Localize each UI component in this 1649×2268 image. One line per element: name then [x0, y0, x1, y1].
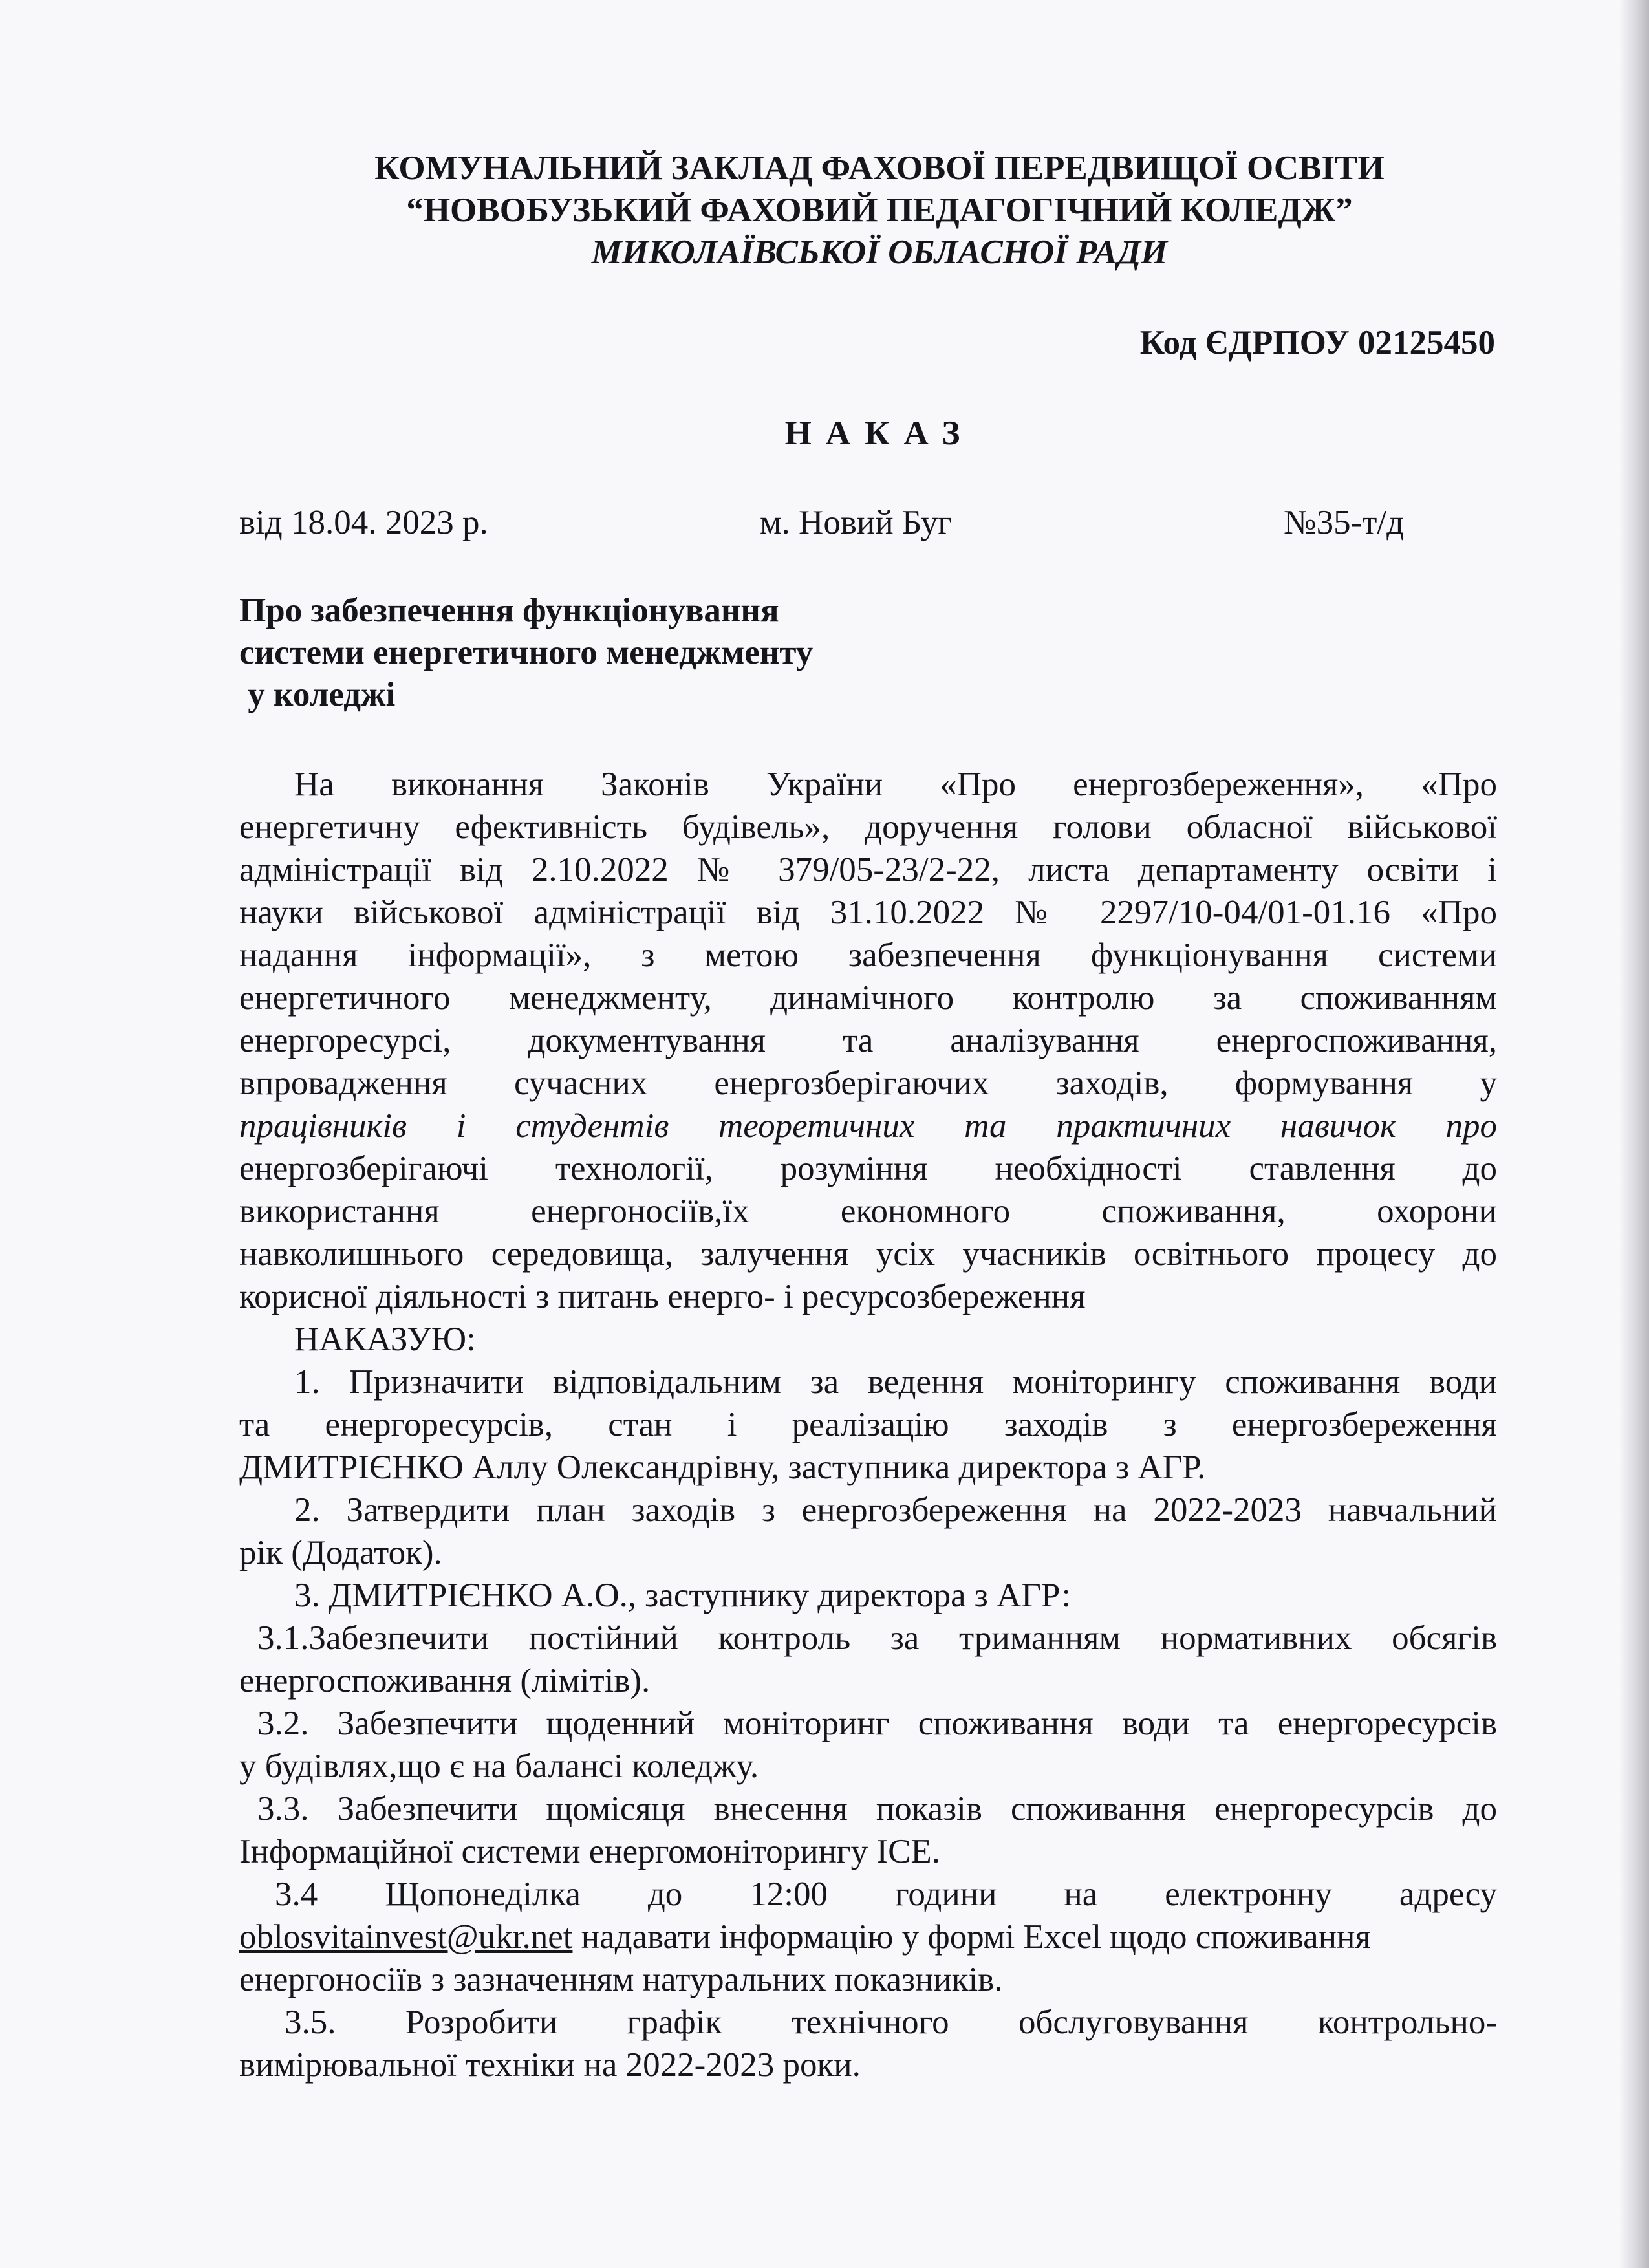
nakazuyu-heading: НАКАЗУЮ: [294, 1321, 476, 1358]
preamble-line: енергозберігаючі технології, розуміння необхідності ставлення до [239, 1150, 1497, 1187]
item-3-4-line [239, 1916, 1497, 1958]
item-2-line: 2. Затвердити план заходів з енергозбереження на 2022-2023 навчальний [294, 1491, 1497, 1529]
item-2-line: рік (Додаток). [239, 1534, 442, 1571]
subject-line: у коледжі [239, 676, 396, 713]
preamble-line: енергетичну ефективність будівель», доручення голови обласної військової [239, 808, 1497, 846]
header-line-3: МИКОЛАЇВСЬКОЇ ОБЛАСНОЇ РАДИ [591, 233, 1168, 271]
item-3-5-line: 3.5. Розробити графік технічного обслуговування контрольно- [285, 2003, 1497, 2041]
item-1-line: та енергоресурсів, стан і реалізацію заходів з енергозбереження [239, 1406, 1497, 1443]
preamble-line: енергетичного менеджменту, динамічного контролю за споживанням [239, 979, 1497, 1017]
preamble-line: впровадження сучасних енергозберігаючих заходів, формування у [239, 1064, 1497, 1102]
preamble-line: надання інформації», з метою забезпечення функціонування системи [239, 936, 1497, 974]
preamble-line: навколишнього середовища, залучення усіх учасників освітнього процесу до [239, 1235, 1497, 1273]
item-3-4-line: енергоносіїв з зазначенням натуральних показників. [239, 1961, 1003, 1998]
edrpou-code: Код ЄДРПОУ 02125450 [1139, 324, 1495, 362]
document-type-title: НАКАЗ [784, 415, 975, 452]
order-subject [239, 590, 813, 716]
item-3-1-line: енергоспоживання (лімітів). [239, 1662, 651, 1700]
item-1-line: ДМИТРІЄНКО Аллу Олександрівну, заступника директора з АГР. [239, 1449, 1206, 1486]
preamble-line: працівників і студентів теоретичних та практичних навичок про [239, 1107, 1497, 1145]
item-3-2-line: у будівлях,що є на балансі коледжу. [239, 1747, 759, 1785]
institution-header [246, 147, 1513, 274]
preamble-line: адміністрації від 2.10.2022 № 379/05-23/2-22, листа департаменту освіти і [239, 851, 1497, 889]
preamble-line: науки військової адміністрації від 31.10.2022 № 2297/10-04/01-01.16 «Про [239, 894, 1497, 931]
item-3-5-line: вимірювальної техніки на 2022-2023 роки. [239, 2046, 861, 2084]
item-3-3-line: Інформаційної системи енергомоніторингу ІСЕ. [239, 1833, 941, 1870]
order-city: м. Новий Буг [760, 504, 953, 541]
preamble-line: використання енергоносіїв,їх економного споживання, охорони [239, 1193, 1497, 1230]
item-3-line: 3. ДМИТРІЄНКО А.О., заступнику директора з АГР: [294, 1577, 1072, 1614]
item-3-4-text: надавати інформацію у формі Excel щодо споживання [572, 1918, 1371, 1956]
order-number: №35-т/д [1284, 504, 1405, 541]
email-link[interactable]: oblosvitainvest@ukr.net [239, 1918, 573, 1956]
preamble-line: енергоресурсі, документування та аналізування енергоспоживання, [239, 1022, 1497, 1059]
subject-line: системи енергетичного менеджменту [239, 634, 814, 671]
preamble-line: корисної діяльності з питань енерго- і ресурсозбереження [239, 1278, 1086, 1315]
item-3-4-line: 3.4 Щопонеділка до 12:00 години на електронну адресу [275, 1875, 1497, 1913]
preamble-line: На виконання Законів України «Про енергозбереження», «Про [294, 766, 1497, 803]
item-3-3-line: 3.3. Забезпечити щомісяця внесення показів споживання енергоресурсів до [257, 1790, 1497, 1828]
order-body [239, 763, 1497, 2086]
item-3-1-line: 3.1.Забезпечити постійний контроль за триманням нормативних обсягів [257, 1619, 1497, 1657]
header-line-1: КОМУНАЛЬНИЙ ЗАКЛАД ФАХОВОЇ ПЕРЕДВИЩОЇ ОСВІТИ [374, 149, 1385, 187]
scan-edge-shadow [1619, 0, 1649, 2268]
item-3-2-line: 3.2. Забезпечити щоденний моніторинг споживання води та енергоресурсів [257, 1705, 1497, 1742]
order-date: від 18.04. 2023 р. [239, 504, 488, 541]
header-line-2: “НОВОБУЗЬКИЙ ФАХОВИЙ ПЕДАГОГІЧНИЙ КОЛЕДЖ” [406, 191, 1353, 229]
item-1-line: 1. Призначити відповідальним за ведення моніторингу споживання води [294, 1363, 1497, 1401]
subject-line: Про забезпечення функціонування [239, 592, 779, 629]
